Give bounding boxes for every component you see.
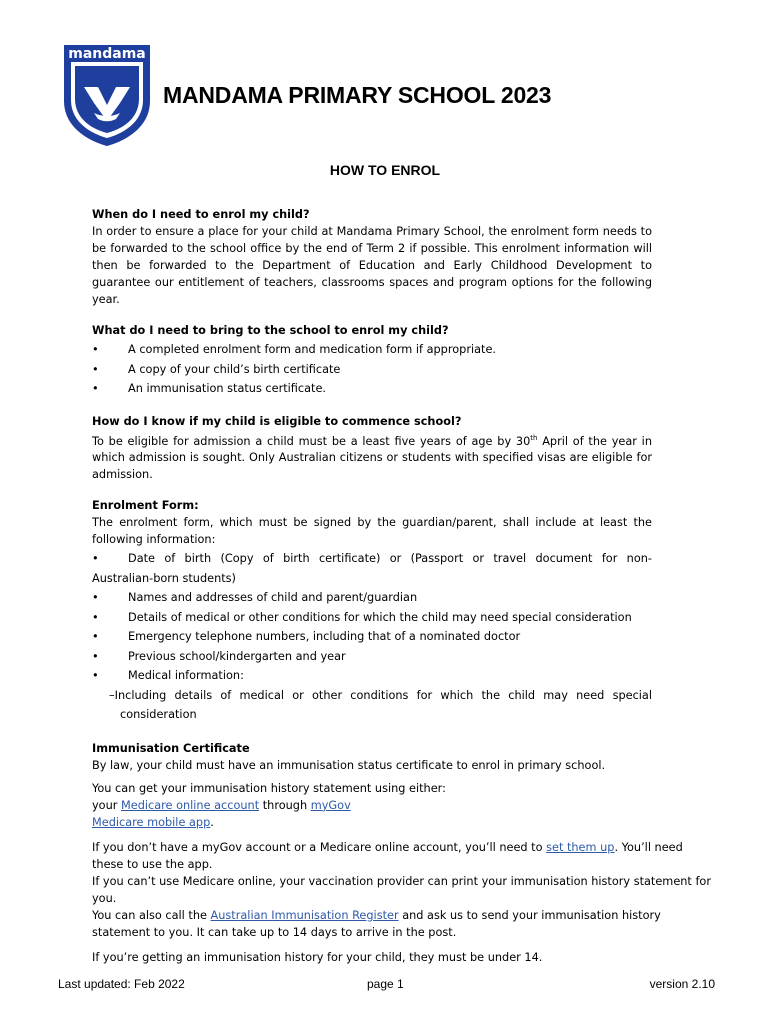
paragraph-no-mygov: If you don’t have a myGov account or a Medicare online account, you’ll need to set them up. You’ll need these to use the app. xyxy=(92,840,683,871)
bullet-glyph: • xyxy=(92,362,99,376)
paragraph-under14: If you’re getting an immunisation history for your child, they must be under 14. xyxy=(92,950,543,964)
heading-eligible: How do I know if my child is eligible to commence school? xyxy=(92,414,462,428)
list-item-continuation: Australian-born students) xyxy=(92,571,236,585)
bullet-glyph: • xyxy=(92,382,99,395)
medicare-mobile-app-link[interactable]: Medicare mobile app xyxy=(92,815,211,829)
page-title: MANDAMA PRIMARY SCHOOL 2023 xyxy=(163,82,552,108)
heading-bring: What do I need to bring to the school to enrol my child? xyxy=(92,324,449,337)
school-logo xyxy=(62,43,152,147)
heading-immunisation: Immunisation Certificate xyxy=(92,741,250,755)
footer-page: page 1 xyxy=(367,977,404,991)
bullet-glyph: • xyxy=(92,591,99,605)
paragraph-cant-use: If you can’t use Medicare online, your vaccination provider can print your immunisation history statement for you. xyxy=(92,874,711,905)
page-subtitle: HOW TO ENROL xyxy=(329,162,441,178)
set-them-up-link[interactable]: set them up xyxy=(546,840,615,854)
paragraph-your: your Medicare online account through myGov xyxy=(92,798,351,812)
list-item: • Date of birth (Copy of birth certificate) or (Passport or travel document for non- xyxy=(92,549,652,569)
footer-version: version 2.10 xyxy=(649,977,715,991)
sub-item-continuation: consideration xyxy=(120,707,197,721)
bullet-glyph: • xyxy=(92,343,99,356)
bullet-glyph: • xyxy=(92,610,99,624)
list-item: • Emergency telephone numbers, including that of a nominated doctor xyxy=(92,627,652,647)
list-item: • Names and addresses of child and parent/guardian xyxy=(92,588,652,608)
document-body xyxy=(92,206,711,966)
bullet-glyph: • xyxy=(92,649,99,663)
logo-wordmark: mandama xyxy=(68,46,146,62)
form-list xyxy=(92,549,652,686)
bullet-glyph: • xyxy=(92,630,99,644)
heading-form: Enrolment Form: xyxy=(92,499,199,513)
bring-list xyxy=(92,340,652,399)
list-item: • An immunisation status certificate. xyxy=(92,379,652,399)
paragraph-form-intro: The enrolment form, which must be signed by the guardian/parent, shall include at least the following information: xyxy=(92,516,652,547)
immunisation-register-link[interactable]: Australian Immunisation Register xyxy=(210,908,399,922)
list-item: • Previous school/kindergarten and year xyxy=(92,647,652,667)
paragraph-law: By law, your child must have an immunisation status certificate to enrol in primary school. xyxy=(92,758,606,772)
paragraph-eligible: To be eligible for admission a child must be a least five years of age by 30th April of the year in which admission is sought. Only Australian citizens or students with specified visas are eligible for admission. xyxy=(92,433,652,482)
paragraph-get: You can get your immunisation history statement using either: xyxy=(92,781,446,795)
list-item: • Details of medical or other conditions for which the child may need special consideration xyxy=(92,608,652,628)
medicare-online-link[interactable]: Medicare online account xyxy=(121,798,260,812)
list-item: • A copy of your child’s birth certificate xyxy=(92,360,652,380)
mygov-link[interactable]: myGov xyxy=(310,798,351,812)
heading-when: When do I need to enrol my child? xyxy=(92,208,310,221)
paragraph-call: You can also call the Australian Immunisation Register and ask us to send your immunisation history statement to you. It can take up to 14 days to arrive in the post. xyxy=(92,908,661,939)
list-item: • A completed enrolment form and medication form if appropriate. xyxy=(92,340,652,360)
bullet-glyph: • xyxy=(92,669,99,683)
sub-item: –Including details of medical or other conditions for which the child may need special xyxy=(109,688,652,702)
paragraph-app: Medicare mobile app. xyxy=(92,815,214,829)
list-item: • Medical information: xyxy=(92,666,652,686)
footer-updated: Last updated: Feb 2022 xyxy=(58,977,185,991)
bullet-glyph: • xyxy=(92,552,99,566)
paragraph-when: In order to ensure a place for your child at Mandama Primary School, the enrolment form needs to be forwarded to the school office by the end of Term 2 if possible. This enrolment information will then be forwarded to the Department of Education and Early Childhood Development to guarantee our entitlement of teachers, classrooms spaces and program options for the following year. xyxy=(92,225,652,306)
